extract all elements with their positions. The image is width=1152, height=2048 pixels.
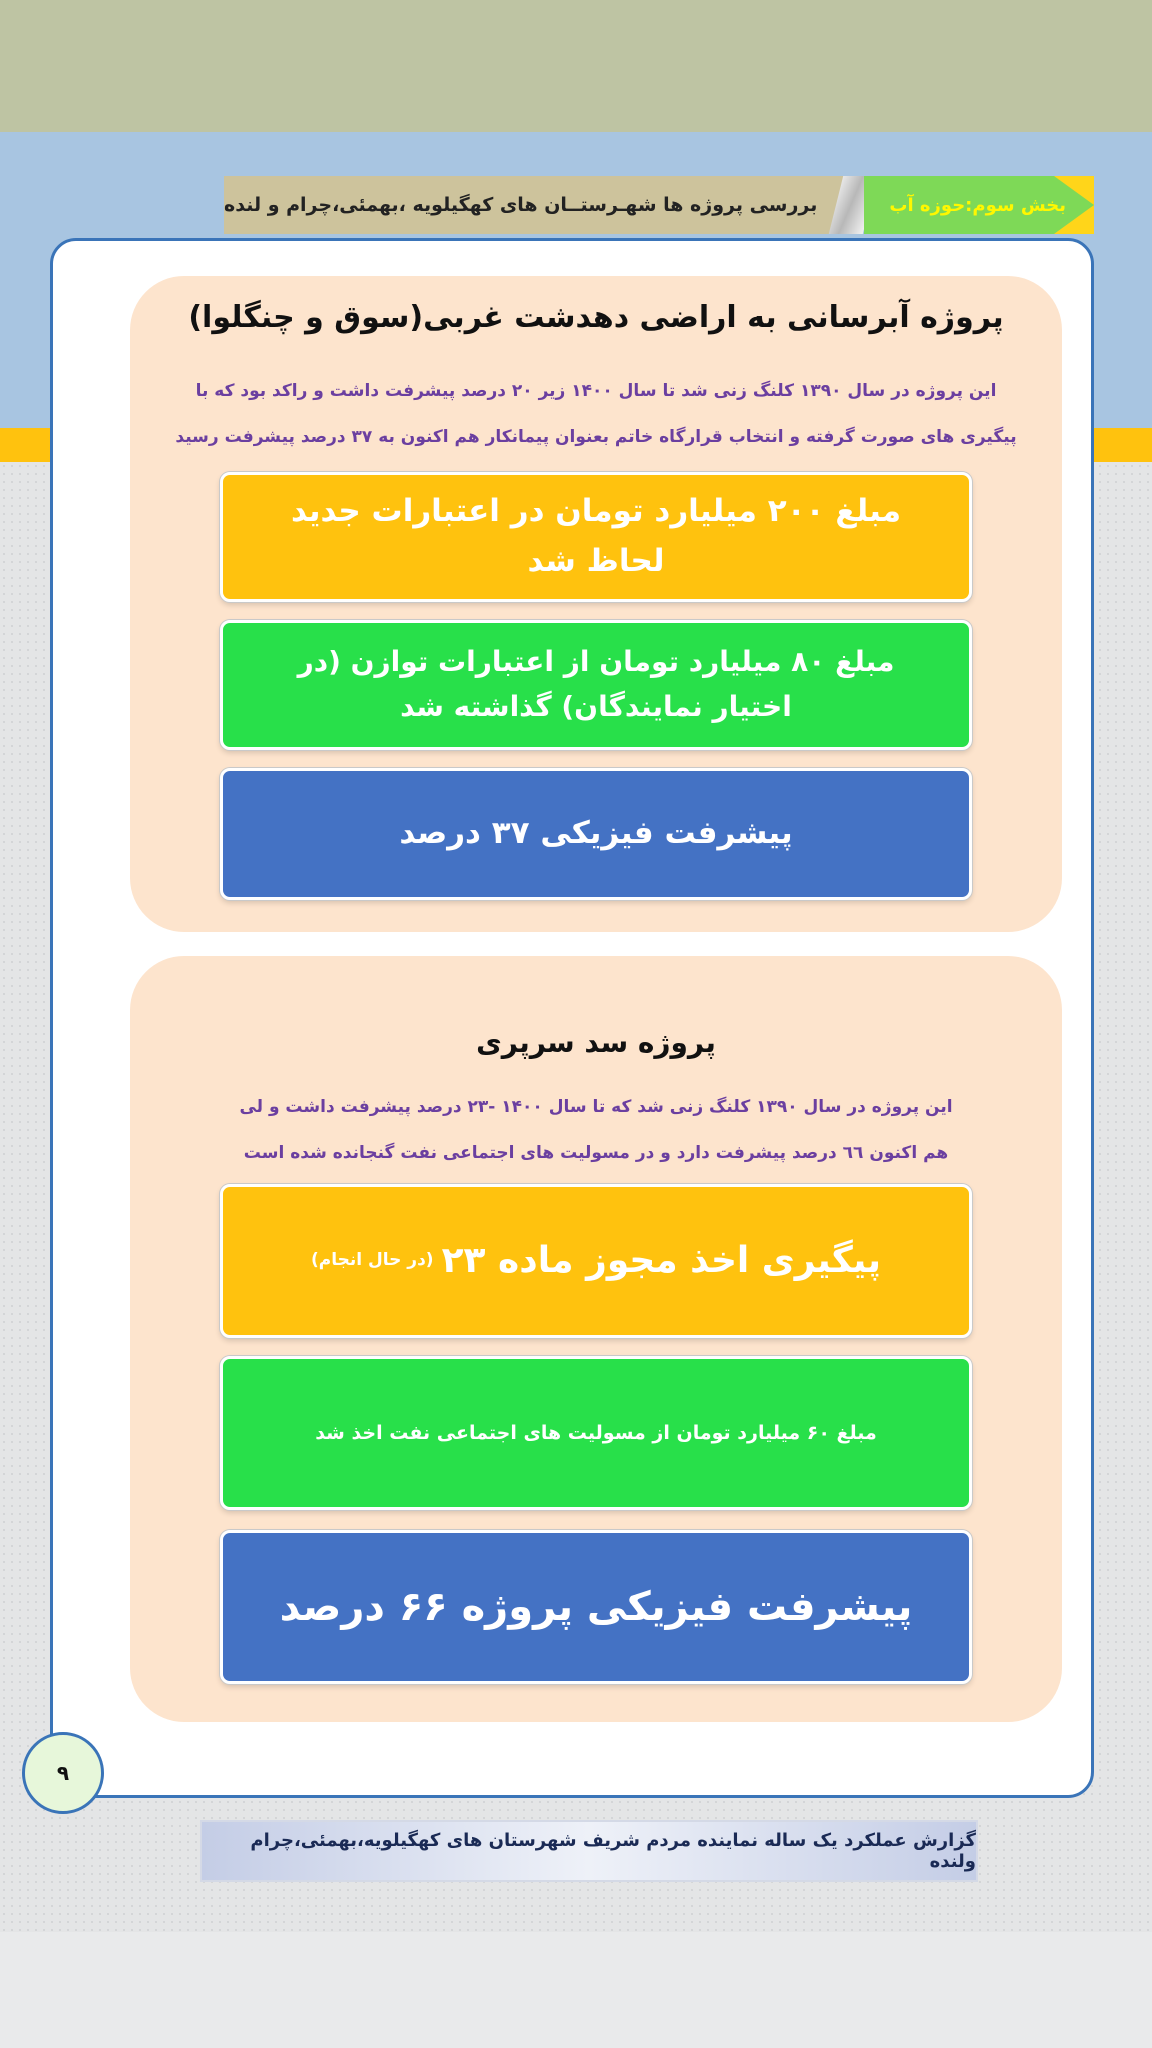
box-text: مبلغ ۶۰ میلیارد تومان از مسولیت های اجتماعی نفت اخذ شد bbox=[315, 1421, 877, 1444]
header-title: بررسی پروژه ها شهـرستــان های کهگیلویه ،بهمئی،چرام و لنده bbox=[224, 176, 844, 234]
project-description-line: پیگیری های صورت گرفته و انتخاب قرارگاه خاتم بعنوان پیمانکار هم اکنون به ۳۷ درصد پیشرفت رسید bbox=[175, 427, 1017, 447]
page-number: ۹ bbox=[22, 1732, 104, 1814]
box-text: مبلغ ۸۰ میلیارد تومان از اعتبارات توازن (در اختیار نمایندگان) گذاشته شد bbox=[297, 645, 895, 723]
box-text: پیشرفت فیزیکی ۳۷ درصد bbox=[399, 815, 793, 852]
info-box-progress-66 bbox=[220, 1530, 972, 1684]
info-box-permit-23 bbox=[220, 1184, 972, 1338]
project-title: پروژه سد سرپری bbox=[476, 1026, 716, 1059]
bottom-band bbox=[0, 1932, 1152, 2048]
box-text: پیشرفت فیزیکی پروژه ۶۶ درصد bbox=[279, 1584, 913, 1630]
box-text: مبلغ ۲۰۰ میلیارد تومان در اعتبارات جدید لحاظ شد bbox=[290, 493, 902, 579]
project-description-line: هم اکنون ٦٦ درصد پیشرفت دارد و در مسولیت های اجتماعی نفت گنجانده شده است bbox=[243, 1143, 949, 1163]
info-box-progress-37 bbox=[220, 768, 972, 900]
project-panel-1 bbox=[130, 276, 1062, 932]
footer-text: گزارش عملکرد یک ساله نماینده مردم شریف شهرستان های کهگیلویه،بهمئی،چرام ولنده bbox=[250, 1830, 976, 1872]
project-panel-2 bbox=[130, 956, 1062, 1722]
info-box-funding-200 bbox=[220, 472, 972, 602]
info-box-funding-60 bbox=[220, 1356, 972, 1510]
project-description-line: این پروژه در سال ۱۳۹۰ کلنگ زنی شد تا سال ۱۴۰۰ زیر ۲۰ درصد پیشرفت داشت و راکد بود که با bbox=[195, 381, 997, 401]
arrow-icon bbox=[1054, 176, 1094, 234]
info-box-funding-80 bbox=[220, 620, 972, 750]
project-title: پروژه آبرسانی به اراضی دهدشت غربی(سوق و چنگلوا) bbox=[188, 300, 1004, 335]
section-header bbox=[224, 176, 1094, 234]
box-note: (در حال انجام) bbox=[310, 1250, 434, 1271]
footer-banner bbox=[200, 1820, 978, 1882]
box-text: پیگیری اخذ مجوز ماده ۲۳ bbox=[441, 1240, 882, 1282]
top-band bbox=[0, 0, 1152, 132]
section-label: بخش سوم:حوزه آب bbox=[864, 176, 1094, 234]
project-description-line: این پروژه در سال ۱۳۹۰ کلنگ زنی شد که تا سال ۱۴۰۰ -۲۳ درصد پیشرفت داشت و لی bbox=[239, 1097, 953, 1117]
